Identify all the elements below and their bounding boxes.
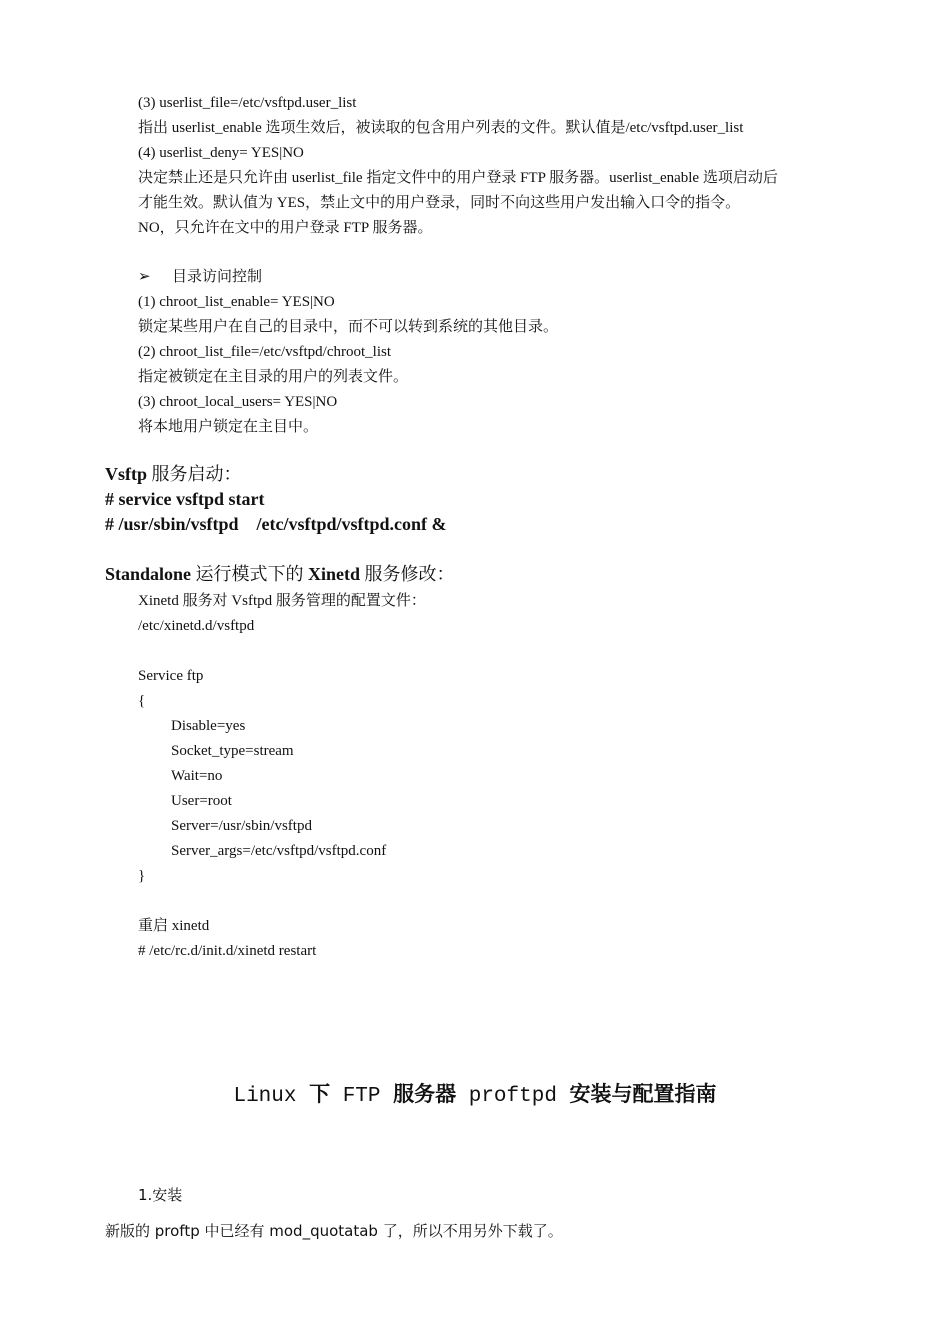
bullet-arrow-icon: ➢ xyxy=(138,269,151,285)
xinetd-config-path: /etc/xinetd.d/vsftpd xyxy=(138,618,255,634)
userlist-file-desc: 指出 userlist_enable 选项生效后，被读取的包含用户列表的文件。默认值是/etc/vsftpd.user_list xyxy=(138,120,744,136)
proftpd-guide-title xyxy=(0,1080,950,1111)
xinetd-heading-b1: Standalone xyxy=(105,564,192,584)
vsftp-start-heading xyxy=(105,464,242,484)
config-open-brace: { xyxy=(138,693,146,709)
title-part-5: proftpd xyxy=(456,1085,570,1108)
userlist-deny-desc-3: NO，只允许在文中的用户登录 FTP 服务器。 xyxy=(138,220,433,236)
config-server-args: Server_args=/etc/vsftpd/vsftpd.conf xyxy=(171,843,387,859)
config-server: Server=/usr/sbin/vsftpd xyxy=(171,818,312,834)
restart-xinetd-command: # /etc/rc.d/init.d/xinetd restart xyxy=(138,943,317,959)
config-wait: Wait=no xyxy=(171,768,223,784)
dir-access-heading-text: 目录访问控制 xyxy=(172,269,263,285)
userlist-file-option: (3) userlist_file=/etc/vsftpd.user_list xyxy=(138,95,357,111)
config-socket-type: Socket_type=stream xyxy=(171,743,294,759)
title-part-2: 下 xyxy=(309,1082,331,1106)
chroot-list-enable-desc: 锁定某些用户在自己的目录中，而不可以转到系统的其他目录。 xyxy=(138,319,559,335)
start-command-2: # /usr/sbin/vsftpd /etc/vsftpd/vsftpd.conf & xyxy=(105,514,447,534)
config-service-line: Service ftp xyxy=(138,668,204,684)
chroot-local-users-desc: 将本地用户锁定在主目中。 xyxy=(138,419,319,435)
chroot-list-enable-option: (1) chroot_list_enable= YES|NO xyxy=(138,294,335,310)
vsftp-start-heading-rest: 服务启动： xyxy=(147,464,242,484)
chroot-list-file-option: (2) chroot_list_file=/etc/vsftpd/chroot_list xyxy=(138,344,391,360)
xinetd-heading xyxy=(105,564,455,584)
config-close-brace: } xyxy=(138,868,146,884)
dir-access-heading xyxy=(138,267,262,287)
userlist-deny-desc-1: 决定禁止还是只允许由 userlist_file 指定文件中的用户登录 FTP 服务器。userlist_enable 选项启动后 xyxy=(138,170,778,186)
xinetd-config-desc: Xinetd 服务对 Vsftpd 服务管理的配置文件： xyxy=(138,593,426,609)
chroot-list-file-desc: 指定被锁定在主目录的用户的列表文件。 xyxy=(138,369,409,385)
start-command-1: # service vsftpd start xyxy=(105,489,265,509)
title-part-3: FTP xyxy=(330,1085,394,1108)
title-part-6: 安装与配置指南 xyxy=(569,1082,717,1106)
config-user: User=root xyxy=(171,793,232,809)
userlist-deny-desc-2: 才能生效。默认值为 YES，禁止文中的用户登录，同时不向这些用户发出输入口令的指令。 xyxy=(138,195,741,211)
install-section-heading: 1.安装 xyxy=(138,1186,183,1204)
xinetd-heading-m1: 运行模式下的 xyxy=(191,564,309,584)
restart-xinetd-label: 重启 xinetd xyxy=(138,918,210,934)
chroot-local-users-option: (3) chroot_local_users= YES|NO xyxy=(138,394,338,410)
install-paragraph: 新版的 proftp 中已经有 mod_quotatab 了，所以不用另外下载了。 xyxy=(105,1222,563,1240)
xinetd-heading-m2: 服务修改： xyxy=(360,564,455,584)
userlist-deny-option: (4) userlist_deny= YES|NO xyxy=(138,145,304,161)
title-part-4: 服务器 xyxy=(393,1082,457,1106)
title-part-1: Linux xyxy=(233,1085,310,1108)
vsftp-start-heading-bold: Vsftp xyxy=(105,464,148,484)
xinetd-heading-b2: Xinetd xyxy=(308,564,361,584)
config-disable: Disable=yes xyxy=(171,718,246,734)
